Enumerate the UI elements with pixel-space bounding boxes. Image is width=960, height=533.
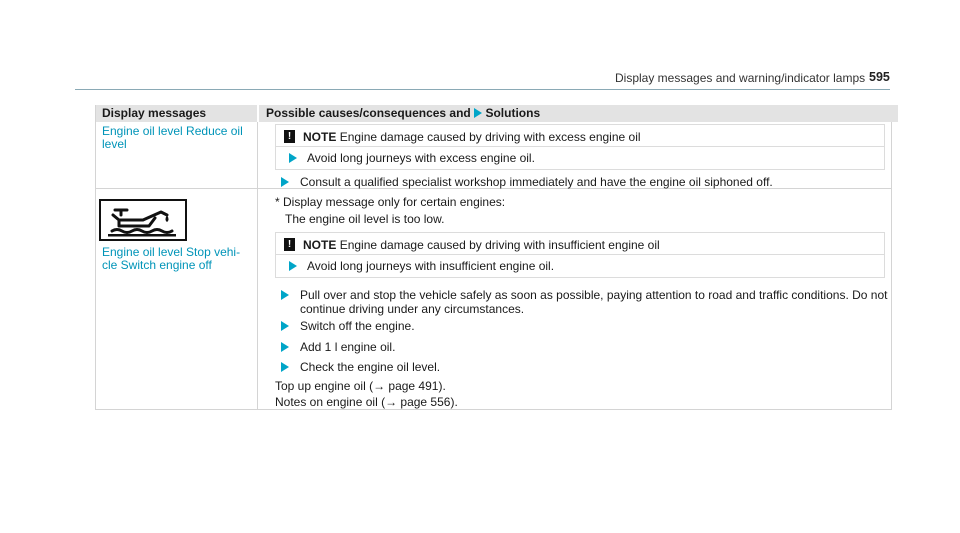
step-pull-over-line2: continue driving under any circumstances. [300,302,525,316]
column-header-solutions-label: Solutions [485,106,541,120]
step-arrow-icon [281,321,289,331]
note-text: Engine damage caused by driving with insufficient engine oil [339,238,660,252]
warning-icon: ! [284,130,295,143]
note-label: NOTE [303,238,337,252]
column-header-causes-label: Possible causes/consequences and [266,106,471,120]
note-box [275,124,885,170]
message-stop-vehicle-line2: cle Switch engine off [102,258,212,272]
step-check-level: Check the engine oil level. [300,360,441,374]
footnote-line2: The engine oil level is too low. [285,212,445,226]
note-label: NOTE [303,130,337,144]
action-arrow-icon [289,153,297,163]
note-action: Avoid long journeys with insufficient engine oil. [307,259,555,273]
note-line [303,130,641,144]
message-reduce-oil-level: Engine oil level Reduce oil level [102,124,243,151]
note-box-divider [276,254,884,255]
column-divider [257,122,258,409]
step-arrow-icon [281,177,289,187]
reference-oil-notes: Notes on engine oil (→ page 556). [275,395,458,409]
step-pull-over-line1: Pull over and stop the vehicle safely as soon as possible, paying attention to road and traffic conditions. Do not [300,288,888,302]
display-messages-table [95,105,892,410]
column-header-display-messages: Display messages [96,105,258,122]
step-consult-workshop: Consult a qualified specialist workshop immediately and have the engine oil siphoned off. [300,175,773,189]
column-header-causes [259,105,898,122]
warning-icon: ! [284,238,295,251]
oil-can-level-icon-graphic [101,201,185,239]
page-number: 595 [869,70,890,84]
step-switch-off: Switch off the engine. [300,319,415,333]
step-add-oil: Add 1 l engine oil. [300,340,396,354]
note-text: Engine damage caused by driving with excess engine oil [339,130,641,144]
step-arrow-icon [281,290,289,300]
note-box-divider [276,146,884,147]
solution-arrow-icon [474,108,482,118]
reference-top-up: Top up engine oil (→ page 491). [275,379,446,393]
header-rule [75,89,890,90]
footnote-line1: * Display message only for certain engines: [275,195,506,209]
note-action: Avoid long journeys with excess engine oil. [307,151,535,165]
oil-can-level-icon [99,199,187,241]
step-arrow-icon [281,342,289,352]
step-arrow-icon [281,362,289,372]
note-line [303,238,660,252]
header-title: Display messages and warning/indicator lamps [615,71,866,85]
action-arrow-icon [289,261,297,271]
note-box [275,232,885,278]
message-stop-vehicle-line1: Engine oil level Stop vehi- [102,245,241,259]
